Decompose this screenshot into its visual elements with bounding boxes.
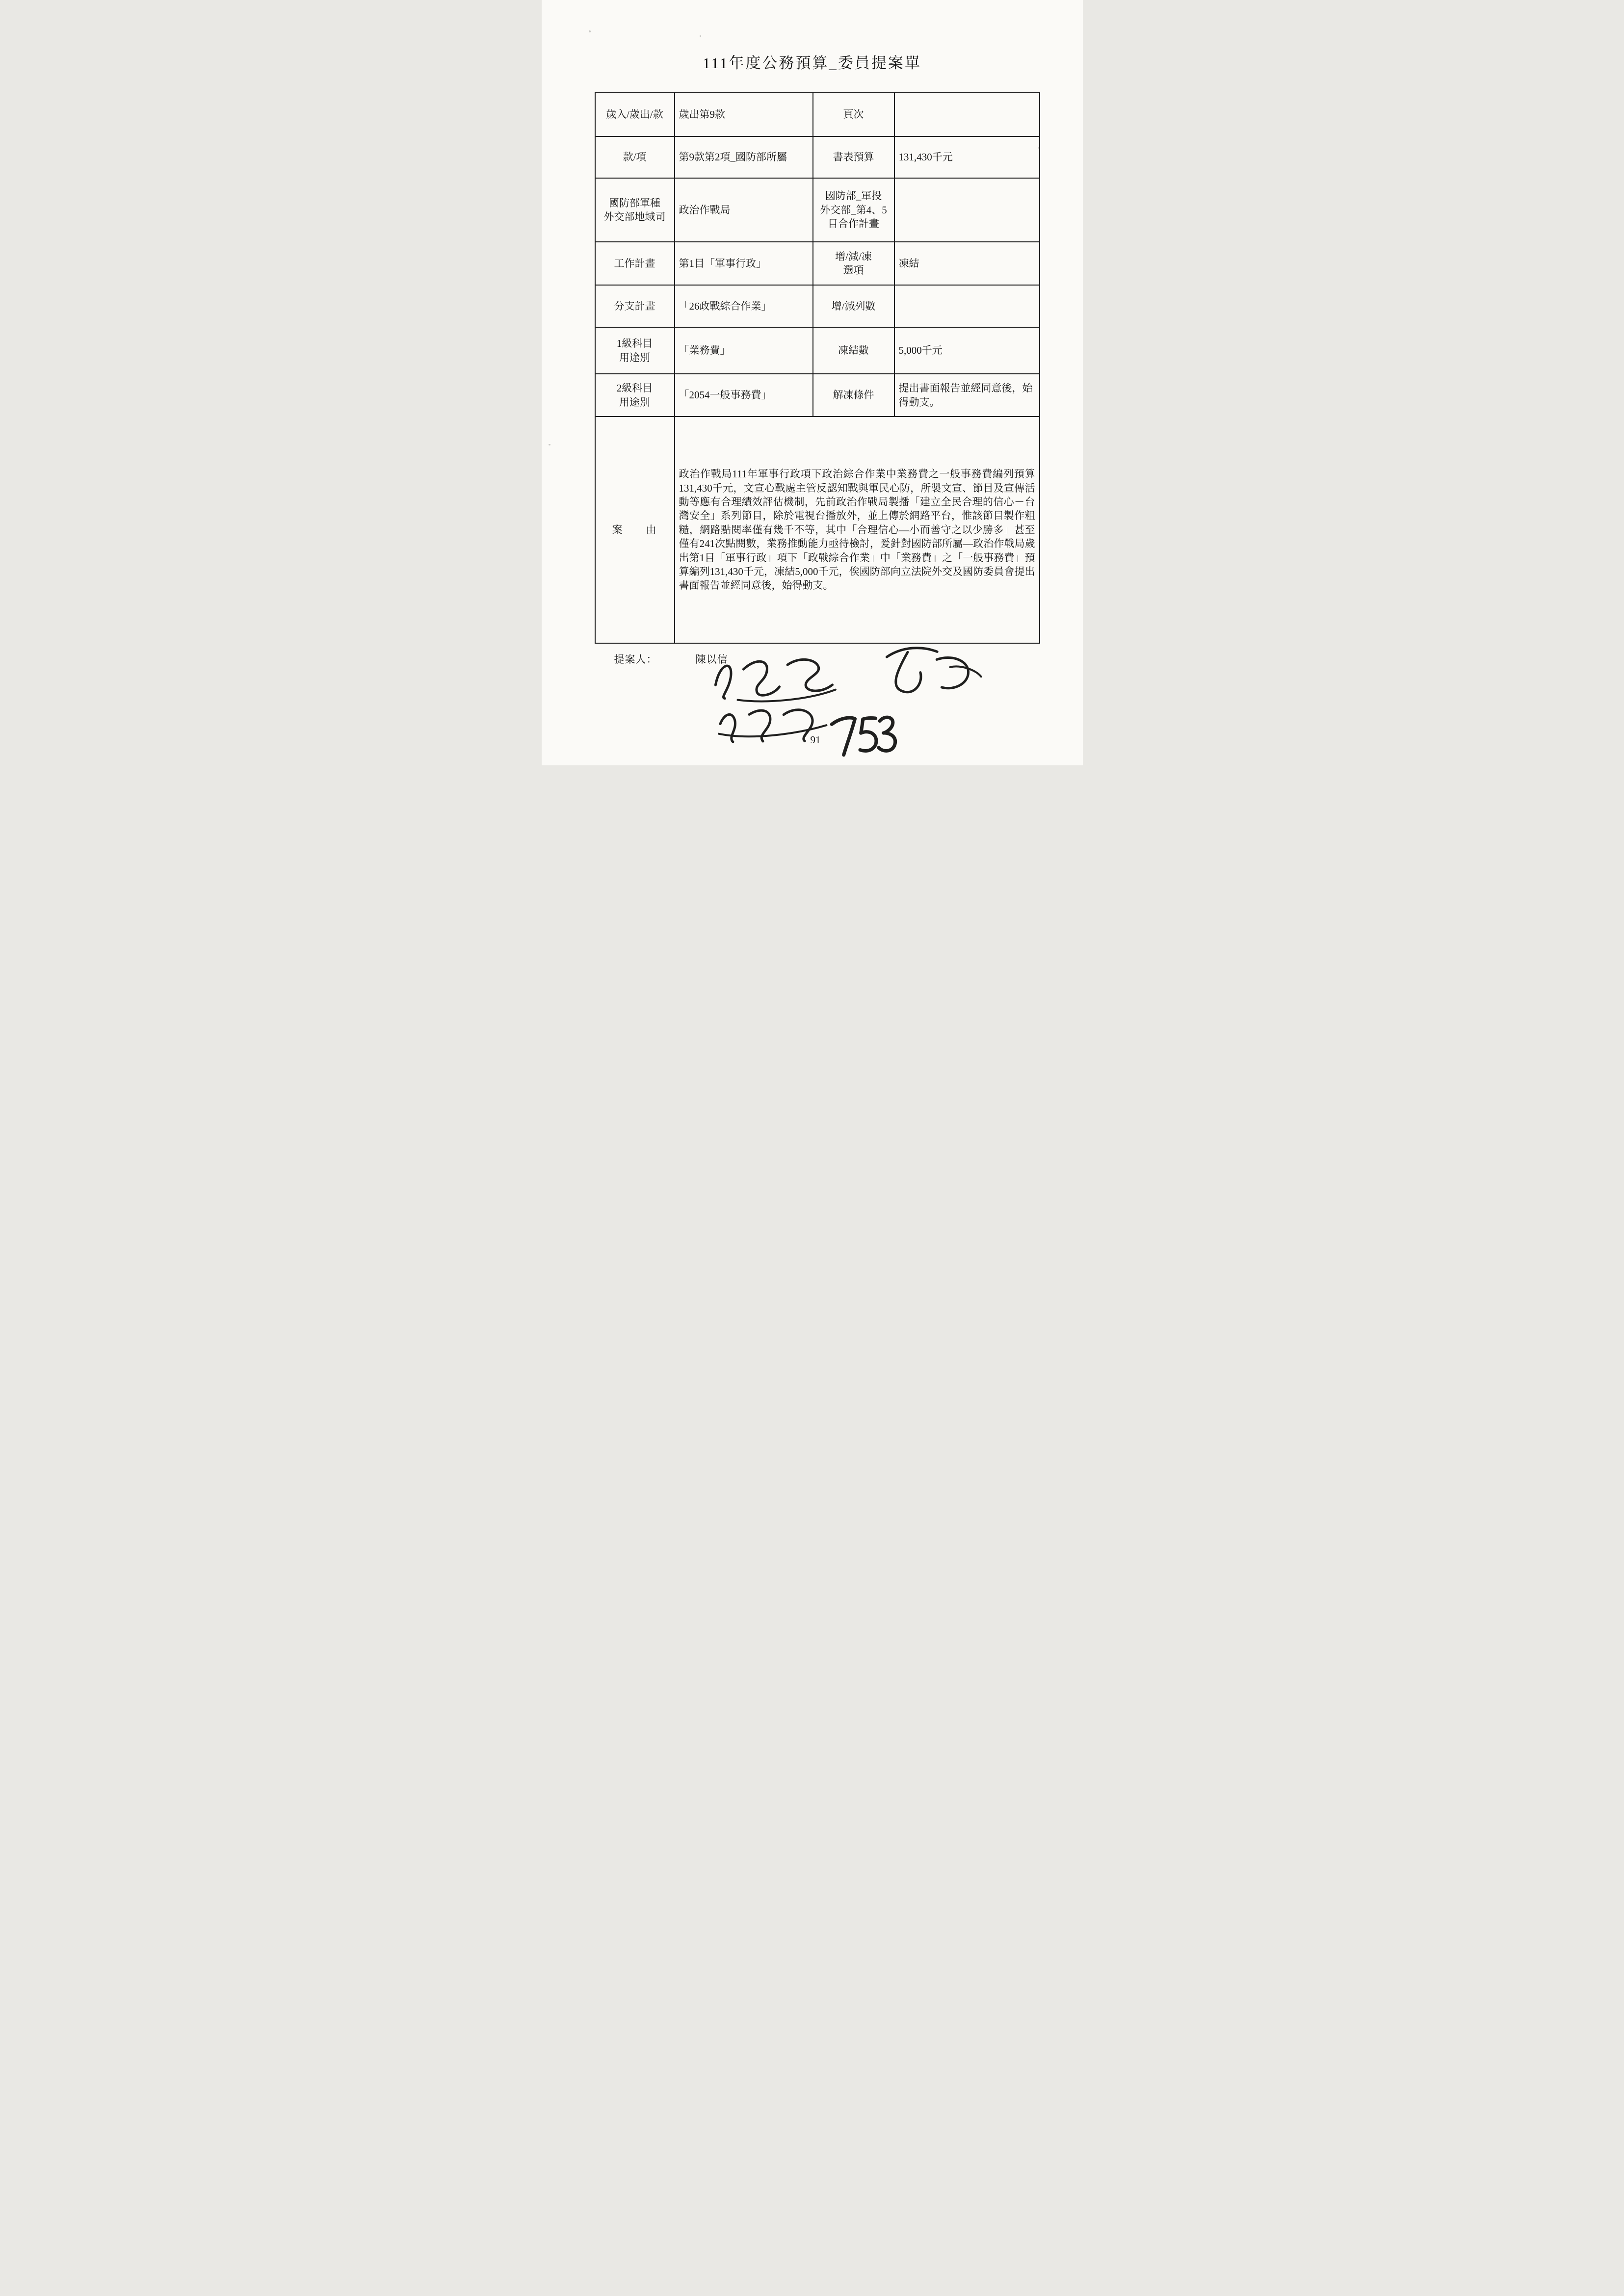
scan-speckle	[700, 35, 701, 37]
row-label2: 頁次	[813, 92, 894, 136]
table-row-level1-subject	[595, 327, 1040, 374]
row-label: 款/項	[595, 136, 675, 178]
row-value: 第9款第2項_國防部所屬	[675, 136, 813, 178]
handwritten-number	[827, 710, 898, 761]
page-number: 91	[810, 734, 821, 746]
row-label: 分支計畫	[595, 285, 675, 327]
row-label2: 解凍條件	[813, 374, 894, 417]
page-title: 111年度公務預算_委員提案單	[703, 54, 921, 72]
row-value2	[894, 178, 1040, 242]
row-value2	[894, 285, 1040, 327]
row-value: 「業務費」	[675, 327, 813, 374]
row-value: 「26政戰綜合作業」	[675, 285, 813, 327]
table-row-agency	[595, 178, 1040, 242]
row-label: 國防部軍種 外交部地域司	[595, 178, 675, 242]
row-label: 1級科目 用途別	[595, 327, 675, 374]
row-value2: 131,430千元	[894, 136, 1040, 178]
row-label2: 凍結數	[813, 327, 894, 374]
scan-speckle	[589, 30, 591, 32]
row-label: 2級科目 用途別	[595, 374, 675, 417]
row-value2	[894, 92, 1040, 136]
row-label2: 書表預算	[813, 136, 894, 178]
scan-speckle	[549, 444, 550, 445]
row-value2: 5,000千元	[894, 327, 1040, 374]
table-row-level2-subject	[595, 374, 1040, 417]
proposal-form-table	[595, 92, 1040, 644]
table-row-item	[595, 136, 1040, 178]
proposer-name: 陳以信	[695, 653, 728, 665]
table-row-revenue-expenditure	[595, 92, 1040, 136]
table-row-sub-plan	[595, 285, 1040, 327]
table-row-case-description	[595, 417, 1040, 643]
row-value: 第1目「軍事行政」	[675, 242, 813, 285]
row-value2: 提出書面報告並經同意後，始得動支。	[894, 374, 1040, 417]
table-row-work-plan	[595, 242, 1040, 285]
row-value: 「2054一般事務費」	[675, 374, 813, 417]
proposer-label: 提案人：	[614, 653, 657, 665]
row-value2: 凍結	[894, 242, 1040, 285]
row-label: 歲入/歲出/款	[595, 92, 675, 136]
row-label2: 增/減列數	[813, 285, 894, 327]
row-label: 工作計畫	[595, 242, 675, 285]
case-text: 政治作戰局111年軍事行政項下政治綜合作業中業務費之一般事務費編列預算131,430千元，文宣心戰處主管反認知戰與軍民心防，所製文宣、節目及宣傳活動等應有合理績效評估機制，先前政治作戰局製播「建立全民合理的信心－台灣安全」系列節目，除於電視台播放外，並上傳於網路平台，惟該節目製作粗糙，網路點閱率僅有幾千不等，其中「合理信心—小而善守之以少勝多」甚至僅有241次點閱數，業務推動能力亟待檢討，爰針對國防部所屬—政治作戰局歲出第1目「軍事行政」項下「政戰綜合作業」中「業務費」之「一般事務費」預算編列131,430千元，凍結5,000千元，俟國防部向立法院外交及國防委員會提出書面報告並經同意後，始得動支。	[675, 417, 1040, 643]
row-value: 歲出第9款	[675, 92, 813, 136]
case-label: 案 由	[595, 417, 675, 643]
row-label2: 國防部_軍投 外交部_第4、5 目合作計畫	[813, 178, 894, 242]
row-value: 政治作戰局	[675, 178, 813, 242]
signature-second	[875, 641, 991, 703]
document-page	[542, 0, 1083, 765]
row-label2: 增/減/凍 選項	[813, 242, 894, 285]
